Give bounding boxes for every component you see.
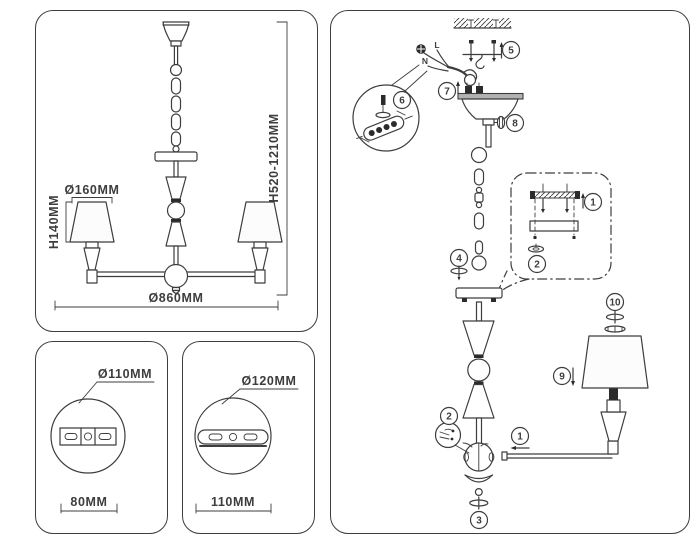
step-number: 8 <box>512 118 518 130</box>
canopy-side-knob <box>497 117 504 129</box>
ceiling-drawing <box>454 18 511 28</box>
step-marker-canopy-screw <box>439 83 456 100</box>
ceiling-hook <box>476 55 484 69</box>
lamp-assembly-drawing <box>582 311 648 454</box>
step-marker-knob <box>507 115 524 132</box>
left-shade <box>70 202 114 242</box>
upper-cone <box>166 177 186 199</box>
dimension-annotations <box>47 22 287 310</box>
step-marker-shade-place <box>554 368 571 385</box>
ceiling-hatch <box>454 18 511 28</box>
plate-width-label: 80MM <box>70 495 108 509</box>
step-number: 2 <box>446 411 452 423</box>
chain <box>172 78 181 160</box>
chain-drawing <box>472 148 487 271</box>
chandelier-drawing <box>70 22 282 293</box>
step-marker-bottom-finial <box>471 512 488 529</box>
step-marker-chain-finial <box>451 250 468 267</box>
assembly-instructions-panel <box>330 10 690 534</box>
plate-diameter-label: Ø110MM <box>97 367 153 381</box>
step-marker-hub-wiring <box>441 408 458 425</box>
step-marker-hook <box>503 42 520 59</box>
plate-diameter-label: Ø120MM <box>241 374 297 388</box>
right-shade <box>238 202 282 242</box>
left-lamp <box>70 202 114 283</box>
fixture-column-drawing <box>456 288 502 509</box>
hub-wiring-detail-circle <box>436 423 470 454</box>
lower-cone <box>166 222 186 246</box>
step-marker-bracket-screws <box>585 194 602 211</box>
step-marker-terminal <box>394 92 411 109</box>
arm-hub-sphere <box>165 265 188 288</box>
step-number: 6 <box>399 95 405 107</box>
step-number: 10 <box>609 297 621 309</box>
step-marker-shade-finial <box>607 294 624 311</box>
step-number: 4 <box>456 253 462 265</box>
right-lamp <box>238 202 282 283</box>
step-number: 7 <box>444 86 450 98</box>
step-number: 1 <box>517 431 523 443</box>
fixture-ceiling-plate <box>456 288 502 298</box>
mount-callout-box <box>497 173 611 294</box>
hook-assembly-drawing <box>463 40 504 68</box>
shade-diameter-label: Ø160MM <box>64 183 120 197</box>
arm-rod-drawing <box>502 446 612 460</box>
wire-neutral-label: N <box>421 56 429 66</box>
fixture-diameter-label: Ø860MM <box>148 291 204 305</box>
step-marker-arm-insert <box>512 428 529 445</box>
wire-live-label: L <box>434 40 440 50</box>
mount-bar-drawing <box>198 430 268 446</box>
ceiling-plate <box>155 152 197 161</box>
chain-wing-nut <box>451 266 467 281</box>
bracket-mount-detail-panel <box>182 341 315 534</box>
center-sphere-small <box>168 202 185 219</box>
step-number: 5 <box>508 45 514 57</box>
shade-height-label: H140MM <box>47 194 61 250</box>
canopy-plate <box>458 94 523 100</box>
hanging-ring <box>171 65 182 76</box>
mount-bracket-drawing <box>60 428 116 445</box>
step-number: 2 <box>534 259 540 271</box>
lamp-shade <box>582 336 648 388</box>
overview-dimensions-panel <box>35 10 318 332</box>
plate-width-label: 110MM <box>211 495 255 509</box>
canopy-assembly-drawing <box>458 75 523 148</box>
step-number: 3 <box>476 515 482 527</box>
hanging-height-label: H520-1210MM <box>267 113 281 203</box>
step-number: 9 <box>559 371 565 383</box>
step-marker-bracket-washer <box>529 256 546 273</box>
canopy-mount-detail-panel <box>35 341 168 534</box>
step-number: 1 <box>590 197 596 209</box>
